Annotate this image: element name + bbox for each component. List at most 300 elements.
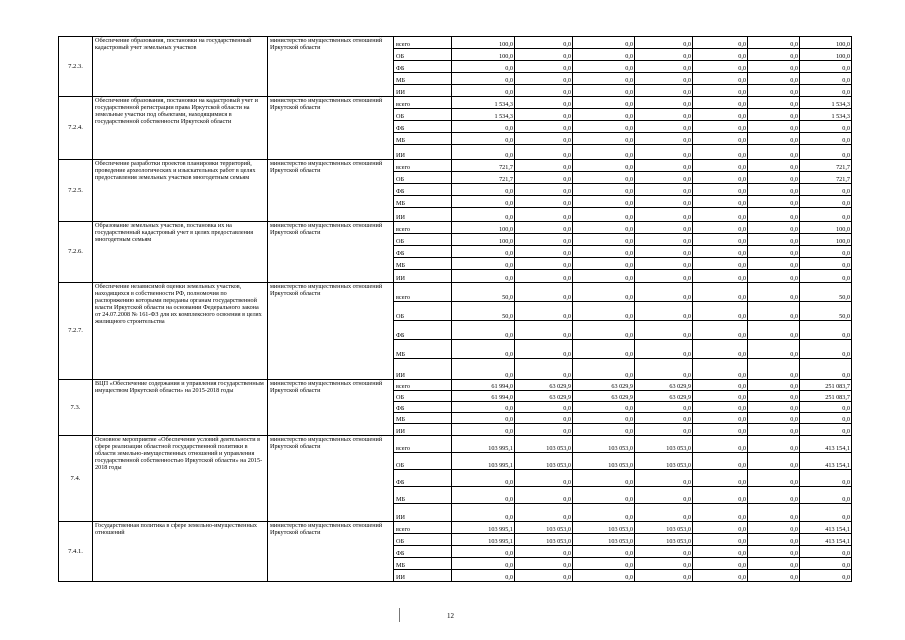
item-executor: министерство имущественных отношений Иркутской области <box>268 436 394 522</box>
amount-cell: 63 029,9 <box>635 391 693 402</box>
amount-cell: 0,0 <box>635 121 693 133</box>
amount-cell: 0,0 <box>693 504 748 522</box>
amount-cell: 0,0 <box>452 487 515 504</box>
amount-cell: 0,0 <box>693 37 748 49</box>
amount-cell: 0,0 <box>748 380 800 391</box>
amount-cell: 0,0 <box>573 184 635 196</box>
amount-cell: 0,0 <box>748 196 800 208</box>
amount-cell: 0,0 <box>693 133 748 145</box>
amount-cell: 0,0 <box>452 413 515 424</box>
amount-cell: 0,0 <box>748 222 800 234</box>
amount-cell: 0,0 <box>635 340 693 359</box>
item-code: 7.2.4. <box>59 97 93 160</box>
amount-cell: 0,0 <box>452 570 515 582</box>
item-code: 7.4.1. <box>59 522 93 582</box>
amount-cell: 0,0 <box>693 222 748 234</box>
amount-cell: 0,0 <box>800 504 852 522</box>
amount-cell: 0,0 <box>635 234 693 246</box>
amount-cell: 0,0 <box>693 436 748 453</box>
amount-cell: 0,0 <box>515 172 573 184</box>
funding-source: ИИ <box>394 270 452 283</box>
amount-cell: 0,0 <box>452 208 515 222</box>
amount-cell: 413 154,1 <box>800 522 852 534</box>
amount-cell: 0,0 <box>748 321 800 340</box>
funding-source: ИИ <box>394 504 452 522</box>
table-row <box>59 380 852 391</box>
amount-cell: 0,0 <box>573 340 635 359</box>
amount-cell: 63 029,9 <box>573 391 635 402</box>
amount-cell: 0,0 <box>573 487 635 504</box>
amount-cell: 0,0 <box>452 61 515 73</box>
funding-source: всего <box>394 97 452 109</box>
amount-cell: 0,0 <box>800 546 852 558</box>
amount-cell: 0,0 <box>748 145 800 160</box>
amount-cell: 63 029,9 <box>515 391 573 402</box>
amount-cell: 0,0 <box>748 413 800 424</box>
funding-source: ИИ <box>394 85 452 97</box>
amount-cell: 0,0 <box>693 402 748 413</box>
item-name: Государственная политика в сфере земельно-имущественных отношений <box>93 522 268 582</box>
amount-cell: 0,0 <box>573 85 635 97</box>
funding-source: МБ <box>394 258 452 270</box>
item-code: 7.2.3. <box>59 37 93 97</box>
amount-cell: 0,0 <box>748 61 800 73</box>
funding-source: ФБ <box>394 184 452 196</box>
funding-source: ФБ <box>394 61 452 73</box>
table-row <box>59 283 852 302</box>
amount-cell: 0,0 <box>573 196 635 208</box>
amount-cell: 0,0 <box>800 470 852 487</box>
amount-cell: 0,0 <box>693 487 748 504</box>
amount-cell: 0,0 <box>635 97 693 109</box>
table-row <box>59 160 852 172</box>
funding-source: ФБ <box>394 121 452 133</box>
funding-source: ИИ <box>394 359 452 380</box>
amount-cell: 50,0 <box>800 302 852 321</box>
amount-cell: 0,0 <box>452 321 515 340</box>
amount-cell: 1 534,3 <box>800 109 852 121</box>
amount-cell: 0,0 <box>515 85 573 97</box>
table-row <box>59 522 852 534</box>
amount-cell: 0,0 <box>515 208 573 222</box>
funding-source: ИИ <box>394 145 452 160</box>
amount-cell: 0,0 <box>573 97 635 109</box>
amount-cell: 0,0 <box>515 402 573 413</box>
amount-cell: 0,0 <box>452 145 515 160</box>
amount-cell: 0,0 <box>748 234 800 246</box>
amount-cell: 103 053,0 <box>573 436 635 453</box>
amount-cell: 0,0 <box>635 85 693 97</box>
funding-source: ОБ <box>394 302 452 321</box>
amount-cell: 0,0 <box>452 184 515 196</box>
amount-cell: 0,0 <box>515 234 573 246</box>
amount-cell: 0,0 <box>635 145 693 160</box>
amount-cell: 0,0 <box>452 121 515 133</box>
amount-cell: 0,0 <box>693 109 748 121</box>
amount-cell: 0,0 <box>693 321 748 340</box>
funding-source: всего <box>394 522 452 534</box>
amount-cell: 413 154,1 <box>800 436 852 453</box>
amount-cell: 0,0 <box>800 340 852 359</box>
table-row <box>59 436 852 453</box>
amount-cell: 0,0 <box>515 121 573 133</box>
amount-cell: 0,0 <box>693 522 748 534</box>
amount-cell: 0,0 <box>515 302 573 321</box>
amount-cell: 0,0 <box>693 85 748 97</box>
amount-cell: 251 083,7 <box>800 391 852 402</box>
amount-cell: 0,0 <box>748 37 800 49</box>
amount-cell: 0,0 <box>800 402 852 413</box>
amount-cell: 0,0 <box>800 184 852 196</box>
amount-cell: 0,0 <box>635 109 693 121</box>
item-name: Обеспечение разработки проектов планировки территорий, проведение археологических и изыскательных работ в целях предоставления земельных участков многодетным семьям <box>93 160 268 222</box>
amount-cell: 0,0 <box>452 340 515 359</box>
amount-cell: 0,0 <box>800 558 852 570</box>
amount-cell: 0,0 <box>515 570 573 582</box>
amount-cell: 50,0 <box>800 283 852 302</box>
amount-cell: 0,0 <box>515 246 573 258</box>
amount-cell: 103 053,0 <box>573 534 635 546</box>
amount-cell: 0,0 <box>748 453 800 470</box>
amount-cell: 0,0 <box>800 487 852 504</box>
amount-cell: 0,0 <box>635 424 693 436</box>
amount-cell: 0,0 <box>573 121 635 133</box>
amount-cell: 0,0 <box>635 160 693 172</box>
funding-source: МБ <box>394 133 452 145</box>
amount-cell: 0,0 <box>573 222 635 234</box>
amount-cell: 103 053,0 <box>515 436 573 453</box>
funding-source: ОБ <box>394 172 452 184</box>
funding-source: всего <box>394 436 452 453</box>
amount-cell: 0,0 <box>748 359 800 380</box>
table-row <box>59 97 852 109</box>
amount-cell: 0,0 <box>452 73 515 85</box>
item-executor: министерство имущественных отношений Иркутской области <box>268 37 394 97</box>
amount-cell: 0,0 <box>635 359 693 380</box>
scan-mark <box>399 608 400 622</box>
amount-cell: 0,0 <box>515 270 573 283</box>
amount-cell: 63 029,9 <box>573 380 635 391</box>
amount-cell: 0,0 <box>800 413 852 424</box>
amount-cell: 0,0 <box>573 283 635 302</box>
funding-source: ОБ <box>394 49 452 61</box>
amount-cell: 0,0 <box>452 558 515 570</box>
funding-source: МБ <box>394 487 452 504</box>
amount-cell: 100,0 <box>452 234 515 246</box>
amount-cell: 0,0 <box>748 504 800 522</box>
amount-cell: 0,0 <box>748 133 800 145</box>
amount-cell: 0,0 <box>515 546 573 558</box>
amount-cell: 0,0 <box>635 546 693 558</box>
item-executor: министерство имущественных отношений Иркутской области <box>268 522 394 582</box>
amount-cell: 103 995,1 <box>452 453 515 470</box>
amount-cell: 0,0 <box>635 321 693 340</box>
amount-cell: 0,0 <box>573 234 635 246</box>
amount-cell: 0,0 <box>800 208 852 222</box>
amount-cell: 0,0 <box>800 321 852 340</box>
amount-cell: 0,0 <box>693 359 748 380</box>
funding-source: ОБ <box>394 391 452 402</box>
amount-cell: 0,0 <box>693 302 748 321</box>
amount-cell: 0,0 <box>748 73 800 85</box>
amount-cell: 0,0 <box>515 184 573 196</box>
amount-cell: 0,0 <box>573 424 635 436</box>
amount-cell: 103 053,0 <box>573 453 635 470</box>
amount-cell: 0,0 <box>515 61 573 73</box>
amount-cell: 0,0 <box>800 359 852 380</box>
amount-cell: 721,7 <box>800 172 852 184</box>
amount-cell: 100,0 <box>452 37 515 49</box>
amount-cell: 0,0 <box>573 172 635 184</box>
amount-cell: 0,0 <box>748 270 800 283</box>
amount-cell: 0,0 <box>635 270 693 283</box>
amount-cell: 100,0 <box>800 37 852 49</box>
amount-cell: 0,0 <box>693 258 748 270</box>
amount-cell: 0,0 <box>800 61 852 73</box>
amount-cell: 0,0 <box>635 73 693 85</box>
amount-cell: 103 053,0 <box>635 534 693 546</box>
amount-cell: 0,0 <box>515 470 573 487</box>
amount-cell: 0,0 <box>748 160 800 172</box>
amount-cell: 0,0 <box>515 504 573 522</box>
amount-cell: 0,0 <box>573 73 635 85</box>
amount-cell: 0,0 <box>748 546 800 558</box>
amount-cell: 103 995,1 <box>452 436 515 453</box>
amount-cell: 0,0 <box>515 258 573 270</box>
amount-cell: 103 053,0 <box>515 534 573 546</box>
amount-cell: 0,0 <box>748 49 800 61</box>
funding-source: всего <box>394 37 452 49</box>
amount-cell: 0,0 <box>515 109 573 121</box>
amount-cell: 0,0 <box>452 133 515 145</box>
amount-cell: 0,0 <box>635 413 693 424</box>
amount-cell: 0,0 <box>693 391 748 402</box>
amount-cell: 100,0 <box>452 49 515 61</box>
amount-cell: 0,0 <box>635 49 693 61</box>
amount-cell: 0,0 <box>693 380 748 391</box>
amount-cell: 103 053,0 <box>515 522 573 534</box>
funding-source: МБ <box>394 558 452 570</box>
amount-cell: 0,0 <box>693 283 748 302</box>
amount-cell: 0,0 <box>693 184 748 196</box>
amount-cell: 0,0 <box>748 558 800 570</box>
amount-cell: 0,0 <box>693 453 748 470</box>
amount-cell: 0,0 <box>800 270 852 283</box>
item-code: 7.3. <box>59 380 93 436</box>
amount-cell: 0,0 <box>635 196 693 208</box>
amount-cell: 0,0 <box>693 340 748 359</box>
item-executor: министерство имущественных отношений Иркутской области <box>268 283 394 380</box>
item-name: Обеспечение образования, постановки на государственный кадастровый учет земельных участков <box>93 37 268 97</box>
amount-cell: 0,0 <box>748 391 800 402</box>
amount-cell: 413 154,1 <box>800 453 852 470</box>
funding-source: ИИ <box>394 570 452 582</box>
amount-cell: 0,0 <box>635 258 693 270</box>
amount-cell: 0,0 <box>635 246 693 258</box>
item-code: 7.4. <box>59 436 93 522</box>
amount-cell: 100,0 <box>800 49 852 61</box>
funding-source: ФБ <box>394 470 452 487</box>
amount-cell: 0,0 <box>573 359 635 380</box>
amount-cell: 0,0 <box>800 570 852 582</box>
amount-cell: 0,0 <box>515 413 573 424</box>
amount-cell: 0,0 <box>452 258 515 270</box>
amount-cell: 61 994,0 <box>452 380 515 391</box>
item-code: 7.2.5. <box>59 160 93 222</box>
amount-cell: 0,0 <box>800 145 852 160</box>
funding-source: ОБ <box>394 534 452 546</box>
amount-cell: 0,0 <box>452 85 515 97</box>
amount-cell: 1 534,3 <box>800 97 852 109</box>
funding-source: ФБ <box>394 246 452 258</box>
amount-cell: 0,0 <box>635 133 693 145</box>
amount-cell: 0,0 <box>635 570 693 582</box>
amount-cell: 0,0 <box>515 73 573 85</box>
amount-cell: 0,0 <box>635 208 693 222</box>
amount-cell: 0,0 <box>573 160 635 172</box>
amount-cell: 0,0 <box>515 340 573 359</box>
amount-cell: 0,0 <box>452 402 515 413</box>
amount-cell: 0,0 <box>452 470 515 487</box>
amount-cell: 0,0 <box>748 436 800 453</box>
amount-cell: 0,0 <box>748 424 800 436</box>
amount-cell: 1 534,3 <box>452 109 515 121</box>
amount-cell: 0,0 <box>515 424 573 436</box>
amount-cell: 0,0 <box>748 97 800 109</box>
amount-cell: 0,0 <box>452 359 515 380</box>
amount-cell: 0,0 <box>693 121 748 133</box>
amount-cell: 0,0 <box>515 133 573 145</box>
item-code: 7.2.6. <box>59 222 93 283</box>
amount-cell: 721,7 <box>452 172 515 184</box>
amount-cell: 0,0 <box>693 208 748 222</box>
funding-source: ИИ <box>394 424 452 436</box>
amount-cell: 0,0 <box>573 37 635 49</box>
item-executor: министерство имущественных отношений Иркутской области <box>268 380 394 436</box>
funding-source: всего <box>394 380 452 391</box>
amount-cell: 721,7 <box>800 160 852 172</box>
amount-cell: 0,0 <box>693 97 748 109</box>
amount-cell: 0,0 <box>573 208 635 222</box>
funding-source: ФБ <box>394 546 452 558</box>
amount-cell: 0,0 <box>693 546 748 558</box>
amount-cell: 0,0 <box>452 504 515 522</box>
funding-source: ИИ <box>394 208 452 222</box>
amount-cell: 0,0 <box>693 73 748 85</box>
amount-cell: 0,0 <box>800 133 852 145</box>
amount-cell: 0,0 <box>800 121 852 133</box>
amount-cell: 0,0 <box>748 121 800 133</box>
amount-cell: 0,0 <box>635 283 693 302</box>
amount-cell: 0,0 <box>748 109 800 121</box>
funding-source: ФБ <box>394 402 452 413</box>
amount-cell: 0,0 <box>515 487 573 504</box>
amount-cell: 0,0 <box>748 246 800 258</box>
amount-cell: 0,0 <box>748 85 800 97</box>
funding-source: ОБ <box>394 109 452 121</box>
amount-cell: 0,0 <box>573 413 635 424</box>
amount-cell: 0,0 <box>635 470 693 487</box>
funding-source: МБ <box>394 413 452 424</box>
amount-cell: 0,0 <box>515 97 573 109</box>
amount-cell: 0,0 <box>635 487 693 504</box>
amount-cell: 0,0 <box>800 85 852 97</box>
funding-source: всего <box>394 283 452 302</box>
amount-cell: 0,0 <box>573 133 635 145</box>
amount-cell: 0,0 <box>635 222 693 234</box>
amount-cell: 0,0 <box>748 208 800 222</box>
amount-cell: 103 053,0 <box>635 436 693 453</box>
amount-cell: 0,0 <box>573 402 635 413</box>
amount-cell: 0,0 <box>635 172 693 184</box>
amount-cell: 0,0 <box>748 302 800 321</box>
amount-cell: 0,0 <box>452 246 515 258</box>
amount-cell: 0,0 <box>515 321 573 340</box>
amount-cell: 0,0 <box>693 424 748 436</box>
amount-cell: 0,0 <box>693 270 748 283</box>
amount-cell: 0,0 <box>573 270 635 283</box>
amount-cell: 0,0 <box>693 558 748 570</box>
amount-cell: 61 994,0 <box>452 391 515 402</box>
amount-cell: 0,0 <box>515 359 573 380</box>
amount-cell: 0,0 <box>573 321 635 340</box>
amount-cell: 0,0 <box>800 73 852 85</box>
amount-cell: 0,0 <box>515 37 573 49</box>
item-code: 7.2.7. <box>59 283 93 380</box>
table-row <box>59 222 852 234</box>
amount-cell: 0,0 <box>573 302 635 321</box>
amount-cell: 100,0 <box>452 222 515 234</box>
amount-cell: 0,0 <box>452 270 515 283</box>
budget-table <box>58 36 852 582</box>
amount-cell: 0,0 <box>452 196 515 208</box>
amount-cell: 0,0 <box>693 49 748 61</box>
amount-cell: 50,0 <box>452 302 515 321</box>
amount-cell: 0,0 <box>515 558 573 570</box>
amount-cell: 100,0 <box>800 222 852 234</box>
amount-cell: 0,0 <box>452 424 515 436</box>
amount-cell: 0,0 <box>635 504 693 522</box>
amount-cell: 0,0 <box>635 402 693 413</box>
item-executor: министерство имущественных отношений Иркутской области <box>268 222 394 283</box>
amount-cell: 0,0 <box>573 258 635 270</box>
amount-cell: 0,0 <box>573 470 635 487</box>
amount-cell: 0,0 <box>748 522 800 534</box>
amount-cell: 0,0 <box>515 222 573 234</box>
amount-cell: 103 995,1 <box>452 534 515 546</box>
amount-cell: 0,0 <box>748 184 800 196</box>
budget-table-body <box>59 37 852 582</box>
amount-cell: 0,0 <box>693 246 748 258</box>
amount-cell: 100,0 <box>800 234 852 246</box>
amount-cell: 63 029,9 <box>635 380 693 391</box>
amount-cell: 103 053,0 <box>635 453 693 470</box>
amount-cell: 721,7 <box>452 160 515 172</box>
amount-cell: 103 053,0 <box>515 453 573 470</box>
amount-cell: 0,0 <box>748 283 800 302</box>
funding-source: ФБ <box>394 321 452 340</box>
item-executor: министерство имущественных отношений Иркутской области <box>268 160 394 222</box>
amount-cell: 0,0 <box>693 413 748 424</box>
funding-source: всего <box>394 160 452 172</box>
amount-cell: 0,0 <box>693 61 748 73</box>
amount-cell: 0,0 <box>452 546 515 558</box>
amount-cell: 0,0 <box>748 534 800 546</box>
amount-cell: 103 995,1 <box>452 522 515 534</box>
item-executor: министерство имущественных отношений Иркутской области <box>268 97 394 160</box>
amount-cell: 1 534,3 <box>452 97 515 109</box>
amount-cell: 0,0 <box>515 145 573 160</box>
